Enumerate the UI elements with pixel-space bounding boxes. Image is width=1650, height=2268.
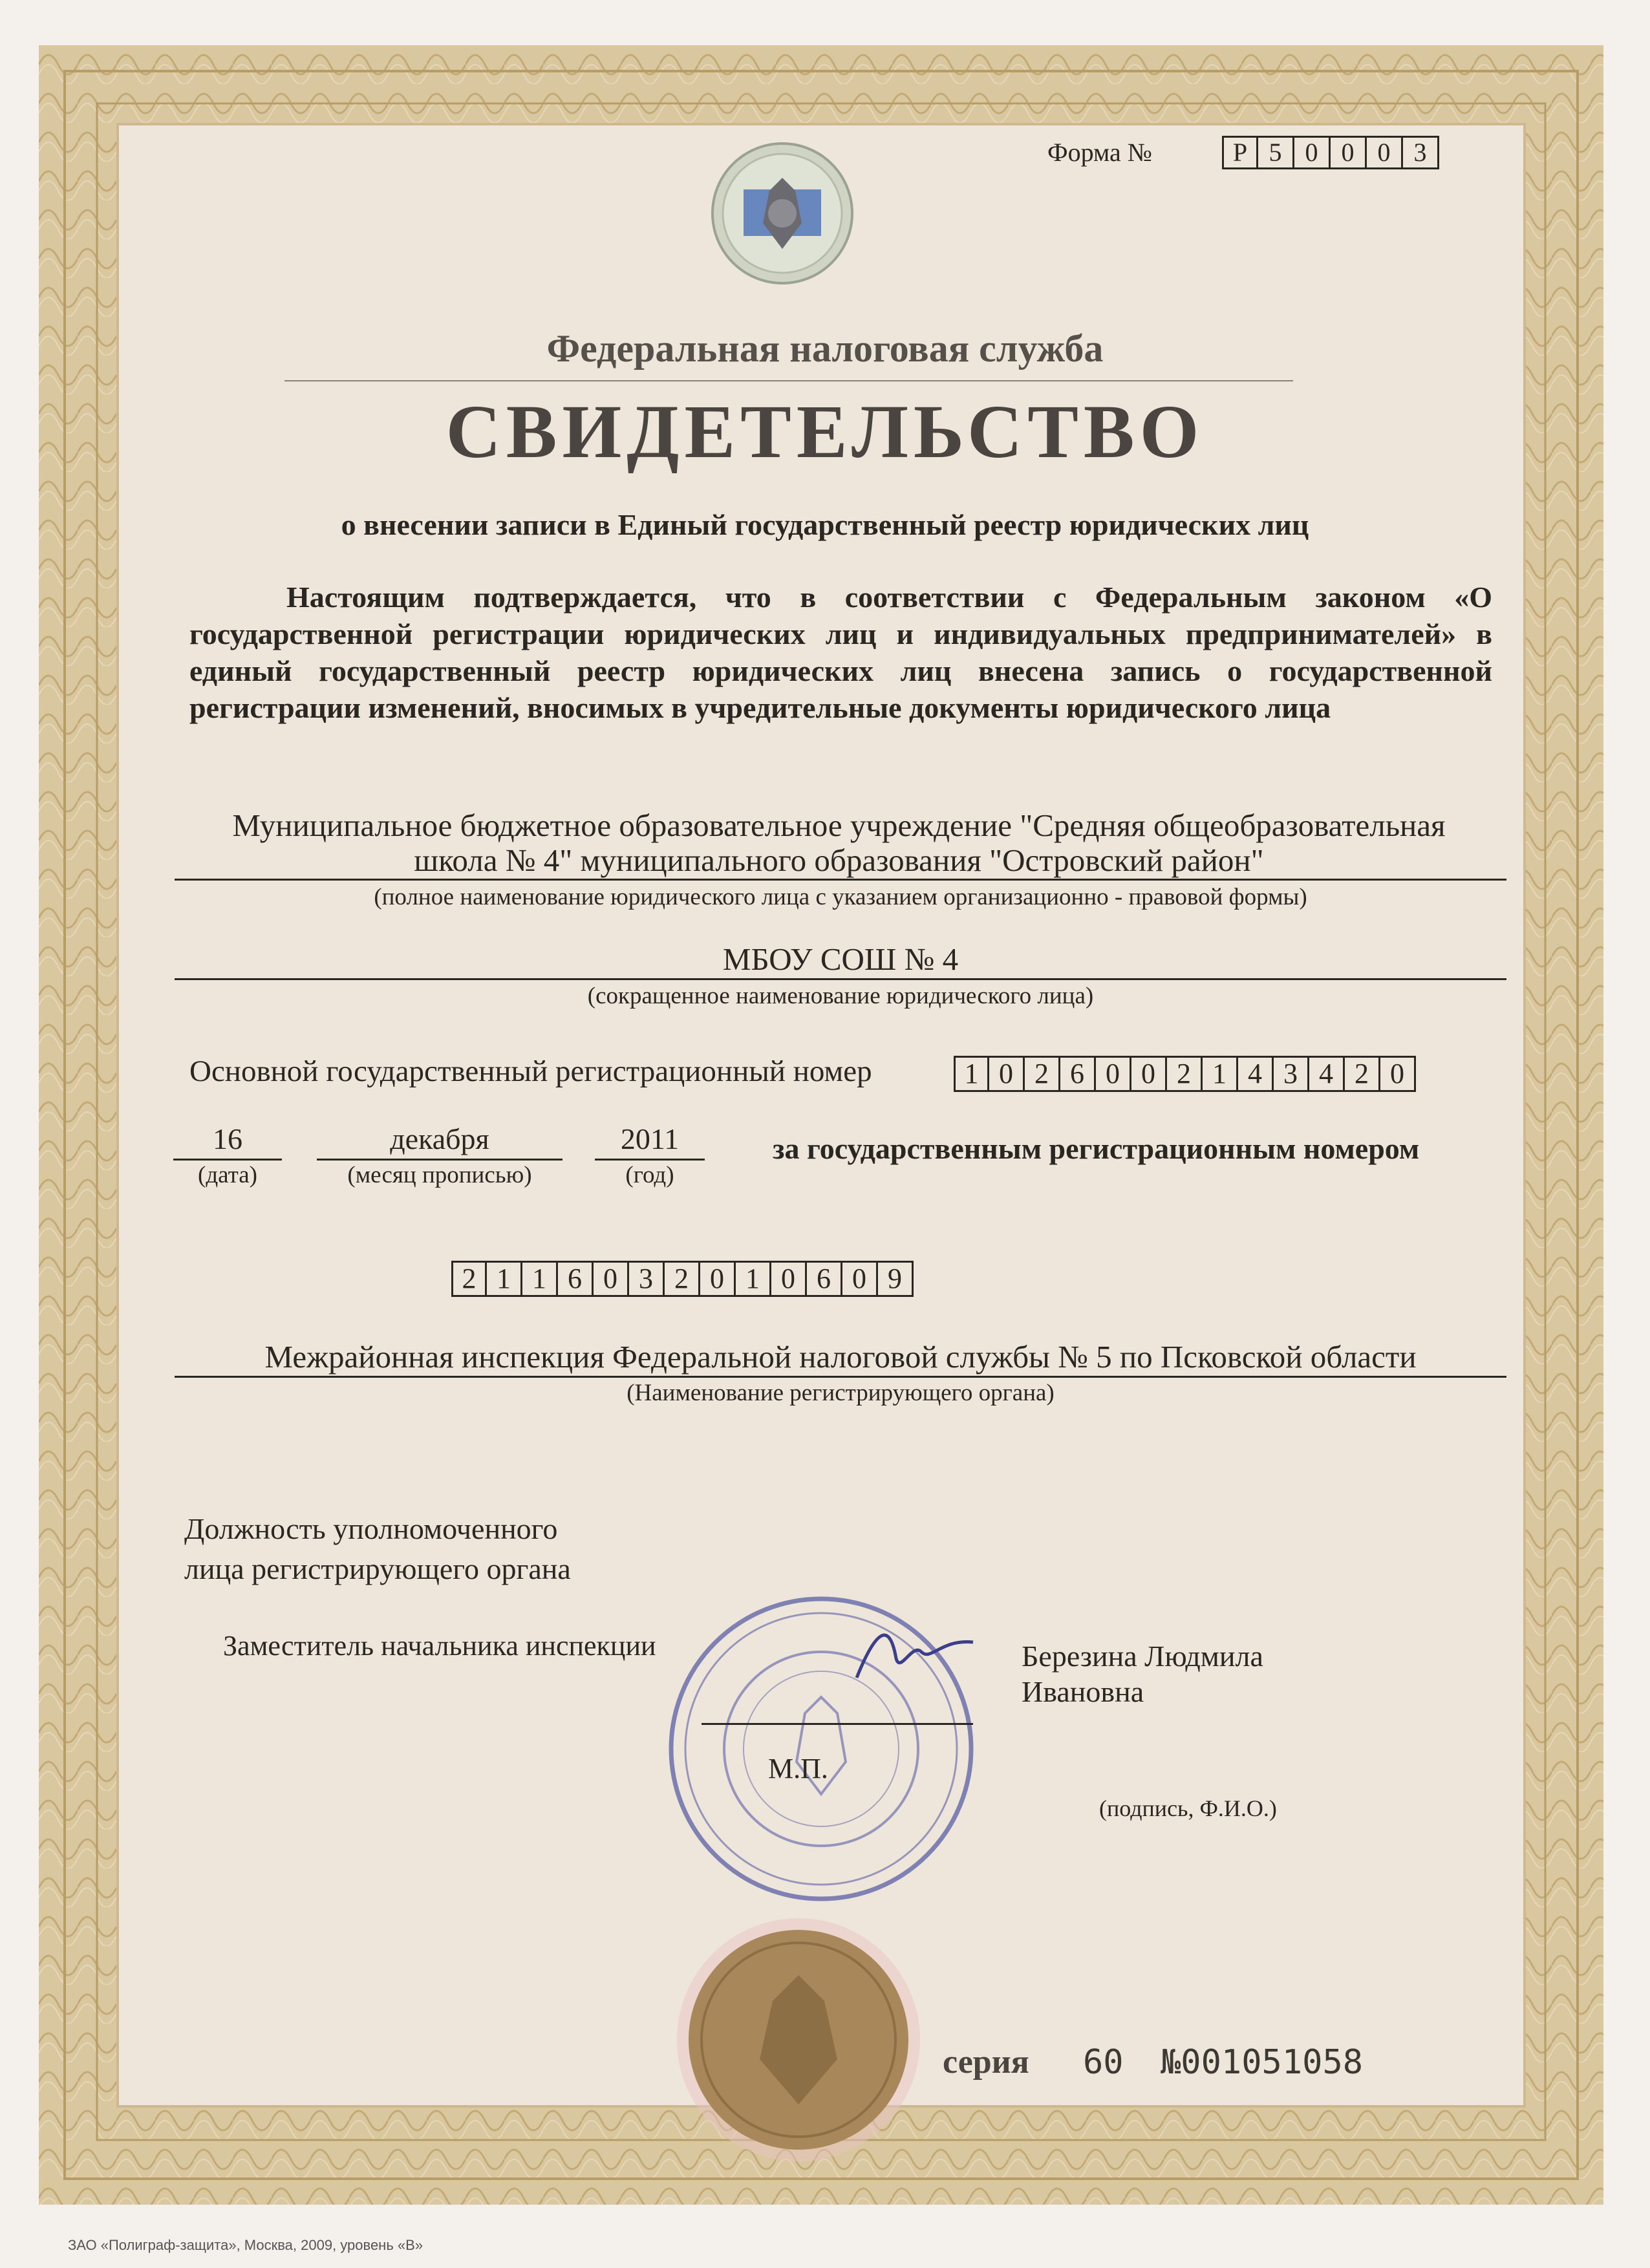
short-name-caption: (сокращенное наименование юридического лица) bbox=[587, 983, 1094, 1009]
grn-digit-cell: 0 bbox=[771, 1261, 807, 1297]
date-day: 16 bbox=[213, 1122, 242, 1155]
position-label-line1: Должность уполномоченного bbox=[184, 1512, 558, 1545]
mp-label: М.П. bbox=[768, 1753, 828, 1784]
form-code bbox=[1222, 136, 1439, 169]
year-caption: (год) bbox=[625, 1162, 674, 1188]
grn-text: за государственным регистрационным номером bbox=[773, 1132, 1420, 1165]
ogrn-digit-cell: 2 bbox=[1167, 1056, 1203, 1092]
grn-digit-cell: 0 bbox=[700, 1261, 736, 1297]
grn-digit-cell: 6 bbox=[807, 1261, 842, 1297]
grn-digit-cell: 6 bbox=[558, 1261, 594, 1297]
grn-digit-cell: 2 bbox=[665, 1261, 700, 1297]
ogrn-number bbox=[954, 1056, 1416, 1092]
entity-short-name: МБОУ СОШ № 4 bbox=[722, 941, 959, 977]
printer-footer: ЗАО «Полиграф-защита», Москва, 2009, уровень «В» bbox=[68, 2237, 423, 2253]
day-line bbox=[173, 1159, 282, 1161]
ogrn-digit-cell: 4 bbox=[1309, 1056, 1345, 1092]
ogrn-digit-cell: 6 bbox=[1060, 1056, 1096, 1092]
short-name-line bbox=[175, 978, 1506, 980]
month-line bbox=[317, 1159, 562, 1161]
page-title: СВИДЕТЕЛЬСТВО bbox=[445, 389, 1205, 474]
ogrn-digit-cell: 0 bbox=[1096, 1056, 1131, 1092]
form-code-cell: 0 bbox=[1331, 136, 1367, 169]
signature-caption: (подпись, Ф.И.О.) bbox=[1099, 1795, 1277, 1821]
official-name-line2: Ивановна bbox=[1022, 1675, 1144, 1708]
signature-line bbox=[702, 1723, 973, 1725]
ogrn-digit-cell: 2 bbox=[1345, 1056, 1380, 1092]
full-name-line bbox=[175, 879, 1506, 881]
ogrn-label: Основной государственный регистрационный номер bbox=[189, 1054, 872, 1088]
month-caption: (месяц прописью) bbox=[347, 1162, 532, 1188]
year-line bbox=[595, 1159, 705, 1161]
grn-digit-cell: 1 bbox=[736, 1261, 771, 1297]
full-name-caption: (полное наименование юридического лица с указанием организационно - правовой формы) bbox=[374, 884, 1307, 910]
day-caption: (дата) bbox=[198, 1162, 257, 1188]
grn-digit-cell: 1 bbox=[487, 1261, 522, 1297]
position-label-line2: лица регистрирующего органа bbox=[184, 1552, 571, 1585]
form-code-cell: 3 bbox=[1403, 136, 1439, 169]
grn-digit-cell: 0 bbox=[594, 1261, 629, 1297]
ogrn-digit-cell: 2 bbox=[1025, 1056, 1060, 1092]
confirmation-text: Настоящим подтверждается, что в соответствии с Федеральным законом «О государственной регистрации юридических лиц и индивидуальных предпринимателей» в единый государственный реестр юридических лиц внесена запись о государственной регистрации изменений, вносимых в учредительные документы юридического лица bbox=[189, 581, 1492, 724]
grn-digit-cell: 2 bbox=[451, 1261, 487, 1297]
entity-full-name-line1: Муниципальное бюджетное образовательное учреждение "Средняя общеобразовательная bbox=[232, 808, 1446, 843]
ogrn-digit-cell: 0 bbox=[1380, 1056, 1416, 1092]
authority-caption: (Наименование регистрирующего органа) bbox=[627, 1380, 1055, 1406]
date-year: 2011 bbox=[620, 1122, 680, 1155]
ogrn-digit-cell: 0 bbox=[989, 1056, 1025, 1092]
form-code-cell: Р bbox=[1222, 136, 1258, 169]
blank-number: №001051058 bbox=[1161, 2043, 1364, 2082]
grn-digit-cell: 0 bbox=[842, 1261, 878, 1297]
header-rule bbox=[284, 380, 1293, 381]
authority-name: Межрайонная инспекция Федеральной налоговой службы № 5 по Псковской области bbox=[264, 1339, 1417, 1375]
ogrn-digit-cell: 4 bbox=[1238, 1056, 1274, 1092]
series-label: серия bbox=[943, 2044, 1029, 2081]
grn-digit-cell: 9 bbox=[878, 1261, 914, 1297]
form-label: Форма № bbox=[1047, 138, 1152, 167]
ogrn-digit-cell: 0 bbox=[1131, 1056, 1167, 1092]
grn-number bbox=[451, 1261, 914, 1297]
official-position: Заместитель начальника инспекции bbox=[223, 1630, 656, 1662]
ogrn-digit-cell: 1 bbox=[954, 1056, 989, 1092]
form-code-cell: 0 bbox=[1294, 136, 1331, 169]
entity-full-name-line2: школа № 4" муниципального образования "Островский район" bbox=[414, 842, 1264, 878]
official-name-line1: Березина Людмила bbox=[1022, 1640, 1263, 1673]
form-code-cell: 0 bbox=[1367, 136, 1403, 169]
grn-digit-cell: 1 bbox=[522, 1261, 558, 1297]
gold-seal bbox=[676, 1917, 921, 2163]
date-month: декабря bbox=[390, 1122, 489, 1155]
signature bbox=[850, 1616, 980, 1694]
series-number: 60 bbox=[1083, 2043, 1124, 2082]
form-code-cell: 5 bbox=[1258, 136, 1294, 169]
authority-line bbox=[175, 1376, 1506, 1378]
agency-name: Федеральная налоговая служба bbox=[546, 327, 1104, 370]
hologram-emblem bbox=[702, 139, 863, 288]
grn-digit-cell: 3 bbox=[629, 1261, 665, 1297]
ogrn-digit-cell: 1 bbox=[1203, 1056, 1238, 1092]
page-subtitle: о внесении записи в Единый государственный реестр юридических лиц bbox=[341, 508, 1309, 541]
ogrn-digit-cell: 3 bbox=[1274, 1056, 1309, 1092]
